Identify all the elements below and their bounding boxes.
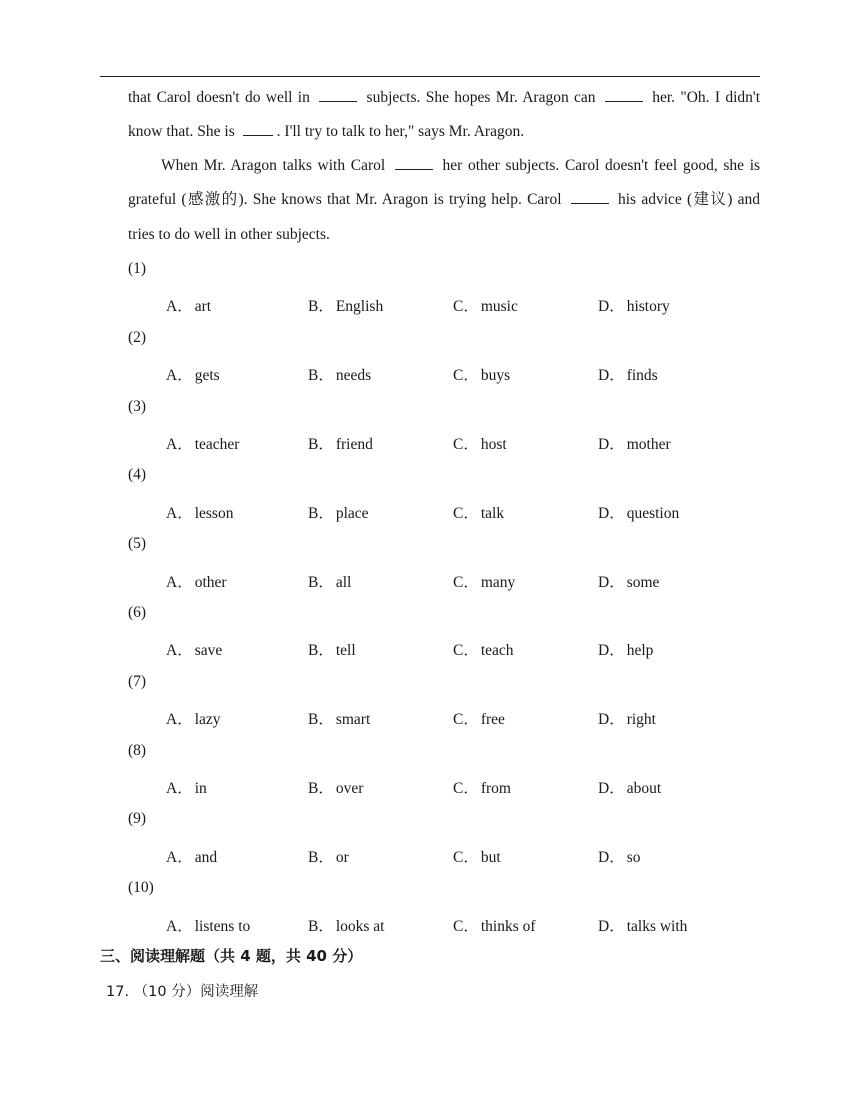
blank [571,189,609,204]
passage-text: her. "Oh. I didn't know that. She is [128,89,761,141]
answer-option [308,570,351,592]
answer-option [166,845,217,867]
option-text: teacher [194,436,240,453]
option-text: English [335,298,384,316]
option-letter: D． [598,711,625,729]
answer-option [453,294,518,316]
answer-option [453,570,515,592]
answer-option [308,294,383,316]
option-text: right [626,711,656,729]
option-letter: A． [166,711,193,729]
passage-text: subjects. She hopes Mr. Aragon can [366,89,596,106]
option-text: finds [626,367,658,385]
question-number: (1) [128,260,147,277]
option-text: teach [480,642,514,660]
answer-option [453,776,511,798]
option-text: buys [480,367,511,385]
answer-option [598,294,670,316]
option-text: needs [335,367,372,385]
option-text: in [194,780,207,797]
option-text: over [335,780,364,797]
section-title: 三、阅读理解题（共 4 题，共 40 分） [100,947,363,965]
option-letter: B． [308,367,334,385]
option-text: thinks of [480,917,536,935]
option-letter: B． [308,780,334,797]
answer-option [453,432,507,454]
option-text: some [626,573,660,591]
answer-option [166,432,239,454]
option-text: but [480,848,501,866]
option-letter: B． [308,917,334,935]
blank [605,87,643,102]
question-17-heading: 17. （10 分）阅读理解 [106,984,259,1000]
option-text: from [480,780,511,797]
option-text: host [480,436,507,453]
answer-option [453,914,536,936]
blank [319,87,357,102]
answer-option [166,294,211,316]
option-letter: B． [308,848,334,866]
option-letter: D． [598,917,625,935]
answer-option [598,707,656,729]
option-letter: D． [598,780,625,797]
option-letter: C． [453,436,479,453]
option-letter: A． [166,642,193,660]
option-letter: D． [598,436,625,453]
option-letter: D． [598,298,625,316]
answer-option [308,707,370,729]
answer-option [166,776,207,798]
answer-option [598,570,659,592]
option-letter: D． [598,642,625,660]
option-letter: D． [598,848,625,866]
answer-option [166,638,222,660]
answer-option [598,363,658,385]
option-letter: A． [166,298,193,316]
option-letter: A． [166,367,193,385]
answer-option [598,914,687,936]
answer-option [453,845,501,867]
passage-paragraph-2 [128,149,760,252]
option-text: other [194,573,227,591]
option-letter: C． [453,711,479,729]
option-letter: A． [166,780,193,797]
option-text: or [335,848,349,866]
question-number: (2) [128,328,147,346]
option-letter: C． [453,917,479,935]
option-text: music [480,298,518,316]
passage-paragraph-1 [128,81,760,150]
blank [243,121,273,136]
question-number: (3) [128,397,147,415]
answer-option [453,501,504,523]
option-text: and [194,848,218,866]
answer-option [453,638,514,660]
option-text: listens to [194,917,251,935]
question-number: (9) [128,810,147,828]
answer-option [166,570,227,592]
answer-option [308,432,373,454]
option-text: place [335,504,369,522]
answer-option [166,914,250,936]
option-text: looks at [335,917,385,935]
option-text: gets [194,367,220,385]
answer-option [598,432,671,454]
option-text: many [480,573,516,591]
option-letter: C． [453,367,479,385]
question-number: (4) [128,466,147,484]
option-text: lazy [194,711,221,729]
option-text: save [194,642,223,660]
answer-option [166,363,220,385]
option-text: all [335,573,352,591]
option-letter: A． [166,917,193,935]
option-text: friend [335,436,373,453]
answer-option [308,914,385,936]
answer-option [598,501,679,523]
passage-text: she is grateful (感激的). She knows that Mr. Aragon is trying help. Carol [128,157,761,209]
option-text: talk [480,504,505,522]
option-text: mother [626,436,671,453]
option-text: lesson [194,504,234,522]
question-number: (7) [128,672,147,690]
passage-text: her other subjects. Carol doesn't feel good, [442,157,718,174]
question-number: (10) [128,879,154,897]
option-letter: C． [453,848,479,866]
passage-text: that Carol doesn't do well in [128,89,310,106]
option-letter: A． [166,504,193,522]
passage-text: . I'll try to talk to her," says Mr. Aragon. [276,123,525,141]
option-letter: B． [308,504,334,522]
answer-option [598,638,653,660]
header-rule [100,76,760,77]
option-text: talks with [626,917,688,935]
option-letter: B． [308,436,334,453]
option-text: tell [335,642,356,660]
passage-text: his advice (建议) and tries to do well in other subjects. [128,191,760,243]
answer-option [166,501,233,523]
option-letter: B． [308,642,334,660]
option-letter: C． [453,573,479,591]
passage-text: When Mr. Aragon talks with Carol [161,157,386,174]
option-letter: C． [453,780,479,797]
answer-option [453,363,510,385]
option-letter: B． [308,298,334,316]
option-letter: A． [166,848,193,866]
option-letter: C． [453,642,479,660]
answer-option [308,363,371,385]
answer-option [453,707,505,729]
answer-option [598,776,661,798]
answer-option [598,845,641,867]
option-text: art [194,298,212,316]
option-text: question [626,504,680,522]
option-text: so [626,848,641,866]
option-letter: D． [598,573,625,591]
option-letter: D． [598,367,625,385]
option-letter: B． [308,573,334,591]
answer-option [308,501,369,523]
question-number: (6) [128,604,147,621]
answer-option [308,638,356,660]
blank [395,155,433,170]
option-text: about [626,780,662,797]
option-letter: B． [308,711,334,729]
question-number: (5) [128,535,147,553]
option-text: smart [335,711,371,729]
option-letter: C． [453,504,479,522]
question-number: (8) [128,741,147,759]
option-letter: D． [598,504,625,522]
option-text: history [626,298,670,316]
option-letter: A． [166,573,193,591]
option-text: free [480,711,505,729]
option-letter: A． [166,436,193,453]
answer-option [166,707,221,729]
answer-option [308,845,349,867]
option-text: help [626,642,654,660]
answer-option [308,776,363,798]
option-letter: C． [453,298,479,316]
